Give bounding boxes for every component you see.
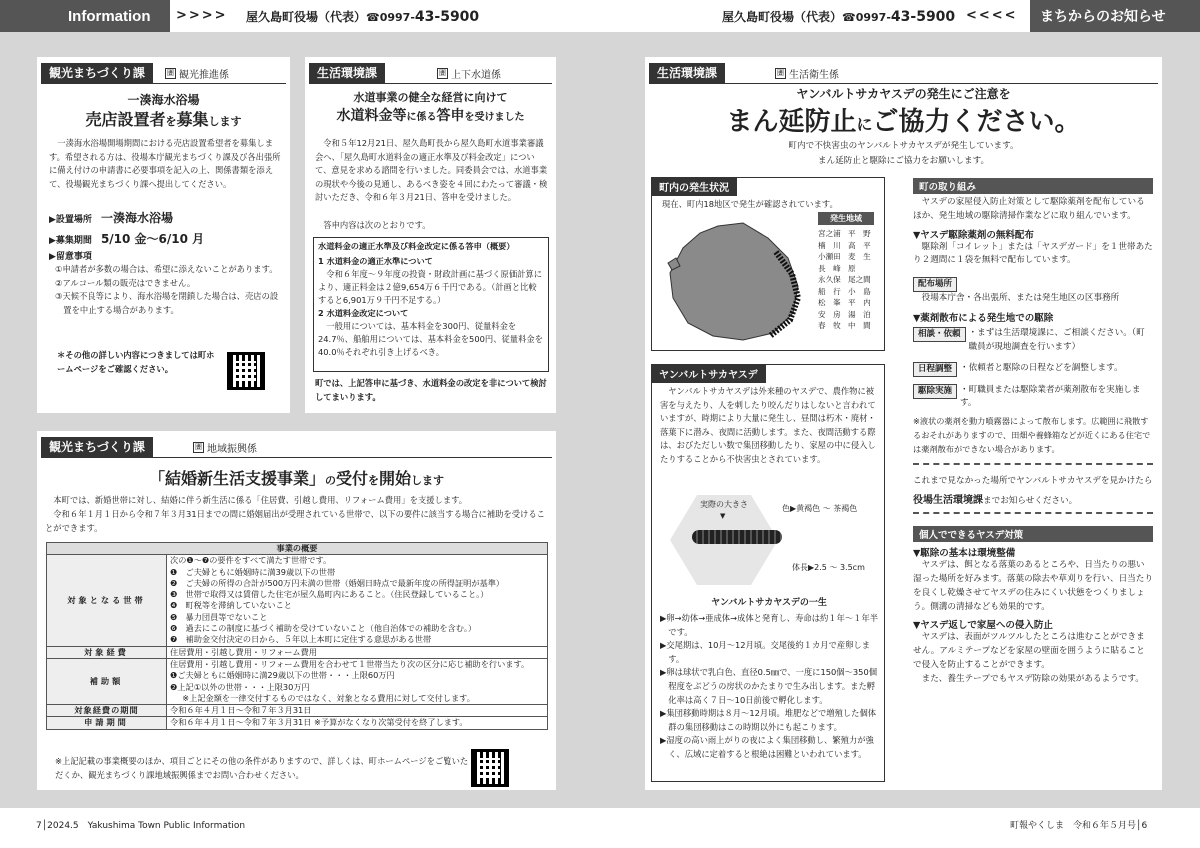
down-arrow-icon: ▼ [720,512,726,520]
notes-list [55,263,281,317]
page-number: 7 [36,821,42,831]
list-item: ▶卵→幼体→亜成体→成体と発育し、寿命は約１年～１年半です。 [660,613,879,637]
intro-2: 令和６年１月１日から令和７年３月31日までの間に婚姻届出が受理されている世帯で、以下の要件に該当する場合に補助を受けることができます。 [45,509,545,533]
tag-execute: 駆除実施 [913,384,957,399]
yasude-box [651,364,885,782]
table-cell: 住居費用・引越し費用・リフォーム費用 [167,646,548,658]
efforts-body: ヤスデの家屋侵入防止対策として駆除薬剤を配布しているほか、発生地域の駆除清掃作業などに取り組んでいます。 [913,197,1145,221]
lead-1: 町内で不快害虫のヤンバルトサカヤスデが発生しています。 [788,141,1019,151]
summary-table [46,542,548,730]
intro-1: 本町では、新婚世帯に対し、結婚に伴う新生活に係る「住居費、引越し費用、リフォーム費用」を支援します。 [53,495,468,505]
note-item: ①申請者が多数の場合は、希望に添えないことがあります。 [55,264,278,274]
panel-millipede-warning [645,57,1162,790]
note-item: ②アルコール類の販売はできません。 [55,277,196,288]
section-sub: 圕 観光推進係 [167,69,229,81]
footnote: ※上記記載の事業概要のほか、項目ごとにその他の条件がありますので、詳しくは、町ホームページをご覧いただくか、観光まちづくり課地域振興係までお問い合わせください。 [55,756,469,780]
box-para-2: 一般用については、基本料金を300円、従量料金を24.7％、船舶用については、基本料金を500円、従量料金を40.0％それぞれ引き上げるべき。 [318,321,543,357]
box-para-1: 令和６年度～９年度の投資・財政計画に基づく原価計算により、適正料金は２億9,654万６千円である。（計画と比較すると6,901万９千円不足する。） [318,269,543,305]
personal-heading-1: ▼駆除の基本は環境整備 [913,548,1016,560]
personal-para-2: ヤスデは、表面がツルツルしたところは進むことができません。アルミテープなどを家屋の壁面を囲うように貼ることで侵入を防止することができます。 [913,632,1145,670]
header-office-right: 屋久島町役場（代表）☎0997-43-5900 [722,9,956,25]
table-label: 対象経費 [47,646,167,658]
table-label: 対象経費の期間 [47,705,167,717]
size-label: 実際の大きさ [700,500,748,509]
efforts-title: 町の取り組み [913,178,1153,194]
panel-marriage-support [37,431,556,790]
footer-left: 7│2024.5 Yakushima Town Public Information [36,821,246,831]
personal-para-1: ヤスデは、餌となる落葉のあるところや、日当たりの悪い湿った場所を好みます。落葉の除去や草刈りを行い、日当たりを良くし乾燥させてヤスデの住みにくい状態をつくりましょう。側溝の清掃なども効果的です。 [913,560,1153,612]
box-title: 水道料金の適正水準及び料金改定に係る答申（概要） [318,241,515,251]
title-line1: 一湊海水浴場 [127,93,200,107]
summary-box [313,237,549,372]
step-schedule: ・依頼者と駆除の日程などを調整します。 [960,362,1123,373]
more-info: ＊その他の詳しい内容につきましては町ホームページをご確認ください。 [57,350,215,374]
dept-tab: 生活環境課 [649,63,725,83]
tag-distribution-place: 配布場所 [913,277,957,292]
place-row: ▶設置場所 一湊海水浴場 [49,211,173,225]
table-cell: 次の❶～❼の要件をすべて満たす世帯です。 ❶ ご夫婦ともに婚姻時に満39歳以下の世帯 ❷ ご夫婦の所得の合計が500万円未満の世帯（婚姻日時点で最新年度の所得証明が基準） ❸ 世帯で取得又は賃借した住宅が屋久島町内にあること。（住民登録していること。） ❹ 町税等を滞納していないこと ❺ 暴力団員等でないこと ❻ 過去にこの制度に基づく補助を受けていないこと（他自治体での補助を含む。） ❼ 補助金交付決定の日から、５年以上本町に定住する意思がある世帯 [167,555,548,646]
life-list [660,612,882,762]
section-sub: 圕 上下水道係 [439,69,501,81]
header-office-left: 屋久島町役場（代表）☎0997-43-5900 [246,9,480,25]
header-arrows-right: <<<< [966,8,1018,23]
efforts-place: 役場本庁舎・各出張所、または発生地区の区事務所 [921,293,1120,304]
step-execute: ・町職員または駆除業者が薬剤散布を実施します。 [960,384,1141,409]
list-item: ▶卵は球状で乳白色、直径0.5㎜で、一度に150個～350個程度をぶどうの房状のかたまりで生み出します。また孵化率は高く７日～10日前後で孵化します。 [660,667,878,705]
panel-shop-recruitment [37,57,290,413]
office-icon: 圕 [439,69,446,77]
table-label: 補助額 [47,658,167,704]
status-box [651,177,885,351]
personal-title: 個人でできるヤスデ対策 [913,526,1153,542]
body-text: 一湊海水浴場開場期間における売店設置希望者を募集します。希望される方は、役場本庁観光まちづくり課及び各出張所に備え付けの申請書に必要事項を記入の上、関係書類を添えて、役場観光まちづくり課へ提出してください。 [49,138,281,189]
pre-title: ヤンバルトサカヤスデの発生にご注意を [796,87,1011,101]
title-line1: 水道事業の健全な経営に向けて [353,91,508,104]
page-number: 6 [1141,821,1148,831]
table-label: 対象となる世帯 [47,555,167,646]
section-sub: 圕 地域振興係 [195,443,257,455]
notes-label: ▶留意事項 [49,252,92,262]
table-cell: 令和６年４月１日～令和７年３月31日 ※予算がなくなり次第受付を終了します。 [167,717,548,729]
millipede-image [692,530,782,544]
tag-schedule: 日程調整 [913,362,957,377]
box-heading-2: 2 水道料金改定について [318,308,409,318]
page-title: 「結婚新生活支援事業」の受付を開始します [148,469,445,488]
office-icon: 圕 [195,443,202,451]
status-text: 現在、町内18地区で発生が確認されています。 [662,199,838,209]
panel-water-fee [305,57,556,413]
body-text-2: 答申内容は次のとおりです。 [323,220,431,230]
table-cell: 令和６年４月１日～令和７年３月31日 [167,705,548,717]
color-label: 色▶黄褐色 ～ 茶褐色 [782,504,858,513]
personal-para-3: また、養生テープでもヤスデ防除の効果があるようです。 [921,673,1144,684]
spray-note: ※液状の薬剤を動力噴霧器によって散布します。広範囲に飛散するおそれがありますので、田畑や養蜂箱などが近くにある住宅では薬剤散布ができない場合があります。 [913,416,1151,454]
note-item: ③天候不良等により、海水浴場を閉鎖した場合は、売店の設置を中止する場合があります。 [55,291,279,315]
island-map [658,218,808,348]
qr-code[interactable] [227,352,265,390]
callout: これまで見なかった場所でヤンバルトサカヤスデを見かけたら役場生活環境課までお知らせください。 [913,463,1153,515]
table-cell: 住居費用・引越し費用・リフォーム費用を合わせて１世帯当たり次の区分に応じ補助を行います。 ❶ご夫婦ともに婚姻時に満29歳以下の世帯・・・上限60万円 ❷上記①以外の世帯・・・上限30万円 ※上記金額を一律交付するものではなく、対象となる費用に対して交付します。 [167,658,548,704]
page-title: 売店設置者を募集します [85,110,242,129]
length-label: 体長▶2.5 ～ 3.5cm [792,563,865,572]
tag-consult: 相談・依頼 [913,327,966,342]
list-item: ▶集団移動時期は８月～12月頃。堆肥などで増殖した個体群の集団移動はこの時期以外にも起こります。 [660,708,877,732]
page-title: 水道料金等に係る答申を受けました [336,108,525,124]
dept-tab: 生活環境課 [309,63,385,83]
list-item: ▶湿度の高い雨上がりの夜によく集団移動し、繁殖力が強く、広域に定着すると根絶は困難といわれています。 [660,735,874,759]
life-title: ヤンバルトサカヤスデの一生 [711,598,827,608]
body-text: 令和５年12月21日、屋久島町長から屋久島町水道事業審議会へ、「屋久島町水道料金の適正水準及び料金改定」について、意見を求める諮問を行いました。同委員会では、水道事業の現状や今後の見通し、あるべき姿を４回にわたって審議・検討いただき、令和６年３月21日、答申を受けました。 [315,138,548,203]
efforts-heading-2: ▼薬剤散布による発生地での駆除 [913,312,1054,324]
dept-tab: 観光まちづくり課 [41,437,153,457]
header-left-label: Information [0,0,170,32]
areas-list: 宮之浦 平 野 楠 川 高 平 小瀬田 麦 生 長 峰 原 永久保 尾之間 船 行 小 島 松 峯 平 内 安 房 湯 泊 春 牧 中 間 [818,229,871,330]
areas-title: 発生地域 [818,212,874,225]
yasude-title: ヤンバルトサカヤスデ [651,364,766,383]
right-column [913,178,1153,687]
dept-tab: 観光まちづくり課 [41,63,153,83]
efforts-heading-1: ▼ヤスデ駆除薬剤の無料配布 [913,229,1034,241]
header-right-label: まちからのお知らせ [1030,0,1200,32]
footer-right: 町報やくしま 令和６年５月号│6 [1010,821,1148,831]
lead-2: まん延防止と駆除にご協力をお願いします。 [817,156,990,166]
office-icon: 圕 [167,69,174,77]
section-sub: 圕 生活衛生係 [777,69,839,81]
table-label: 申請期間 [47,717,167,729]
page-title: まん延防止にご協力ください。 [726,107,1081,137]
qr-code[interactable] [471,749,509,787]
header-arrows-left: >>>> [176,8,228,23]
efforts-para-1: 駆除剤「コイレット」または「ヤスデガード」を１世帯あたり２週間に１袋を無料で配布しています。 [913,241,1153,266]
box-heading-1: 1 水道料金の適正水準について [318,256,433,266]
yasude-body: ヤンバルトサカヤスデは外来種のヤスデで、農作物に被害を与えたり、人を刺したり咬んだりはしないと言われていますが、時期により大量に発生し、昼間は朽木・廃材・落葉下に潜み、夜間に活動します。また、夜間活動する際は、おびただしい数で集団移動したり、家屋の中に侵入したりすることから不快害虫とされています。 [660,386,876,464]
closing-text: 町では、上記答申に基づき、水道料金の改定を非について検討してまいります。 [315,378,547,402]
list-item: ▶交尾期は、10月～12月頃。交尾後約１カ月で産卵します。 [660,640,871,664]
personal-heading-2: ▼ヤスデ返しで家屋への侵入防止 [913,620,1053,632]
table-head: 事業の概要 [47,543,548,555]
step-consult: ・まずは生活環境課に、ご相談ください。（町職員が現地調査を行います） [968,327,1145,352]
status-title: 町内の発生状況 [651,177,737,196]
office-icon: 圕 [777,69,784,77]
period-row: ▶募集期間 5/10 金～6/10 月 [49,232,205,246]
